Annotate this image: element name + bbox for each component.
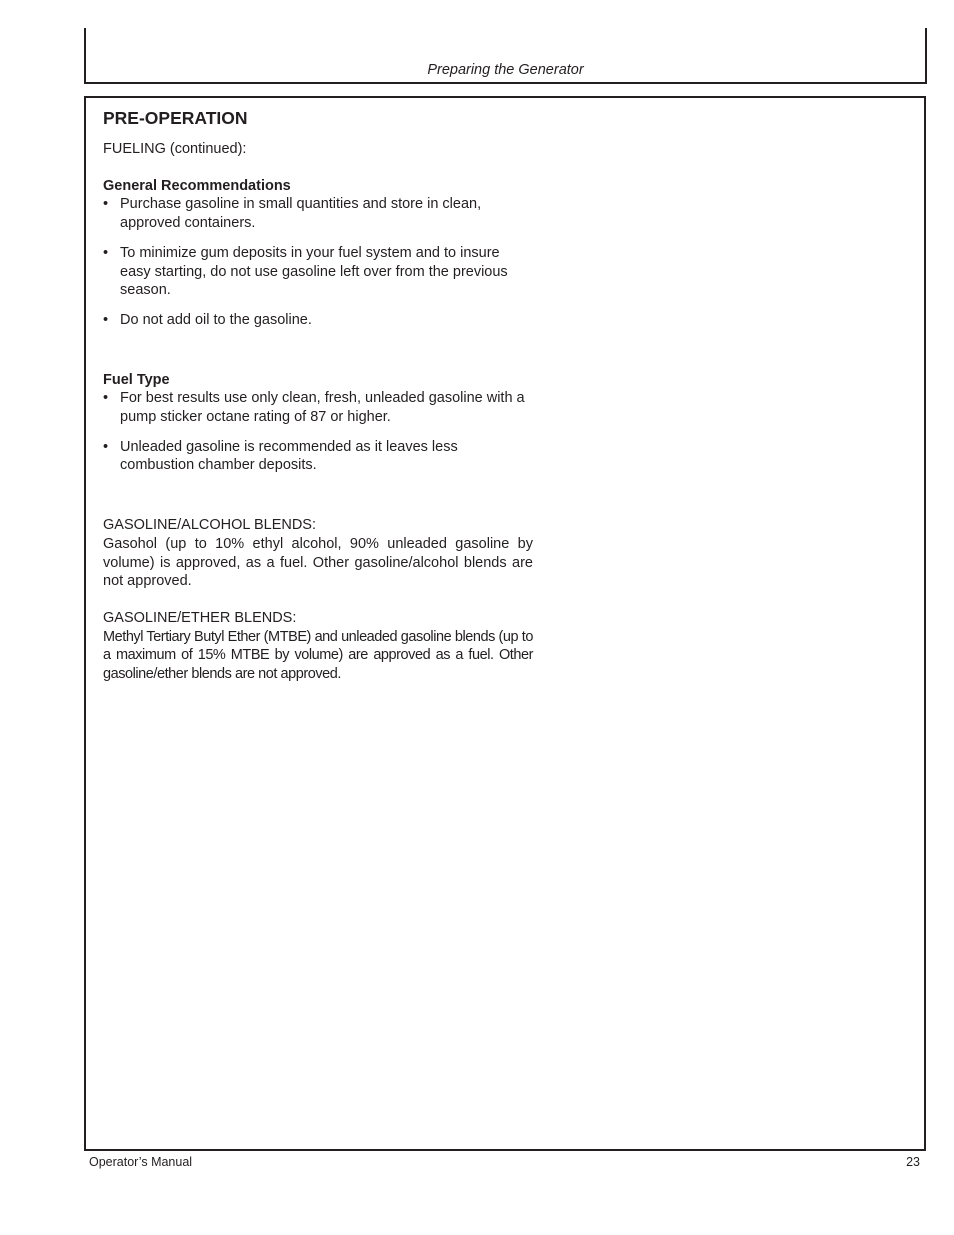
ether-blends-heading: GASOLINE/ETHER BLENDS:: [103, 609, 297, 626]
list-item: [103, 244, 533, 300]
bullet-icon: •: [103, 438, 109, 455]
alcohol-blends-body: Gasohol (up to 10% ethyl alcohol, 90% unleaded gasoline by volume) is approved, as a fuel. Other gasoline/alcohol blends are not approved.: [103, 535, 533, 590]
footer-page-number: 23: [906, 1155, 920, 1169]
alcohol-blends-heading: GASOLINE/ALCOHOL BLENDS:: [103, 517, 317, 534]
fuel-type-heading: Fuel Type: [103, 371, 170, 388]
bullet-icon: •: [103, 244, 109, 261]
chapter-title: Preparing the Generator: [427, 62, 584, 78]
list-item-text: Do not add oil to the gasoline.: [120, 311, 312, 328]
section-intro: FUELING (continued):: [103, 141, 247, 157]
ether-blends-body: Methyl Tertiary Butyl Ether (MTBE) and unleaded gasoline blends (up to a maximum of 15% MTBE by volume) are approved as a fuel. Other gasoline/ether blends are not approved.: [103, 628, 533, 683]
footer-manual-name: Operator’s Manual: [89, 1155, 193, 1169]
bullet-icon: •: [103, 196, 109, 213]
content-column: [103, 107, 533, 684]
list-item-text: Unleaded gasoline is recommended as it leaves less combustion chamber deposits.: [120, 438, 458, 474]
spacer: [103, 591, 533, 609]
list-item: [103, 311, 533, 330]
list-item: [103, 389, 533, 426]
list-item: [103, 438, 533, 475]
general-recommendations-list: [103, 195, 533, 329]
content-panel: [84, 96, 926, 1151]
section-title: PRE-OPERATION: [103, 108, 248, 128]
bullet-icon: •: [103, 390, 109, 407]
bullet-icon: •: [103, 311, 109, 328]
list-item: [103, 195, 533, 232]
list-item-text: Purchase gasoline in small quantities and store in clean, approved containers.: [120, 196, 482, 232]
page-header: [84, 28, 927, 84]
general-recommendations-heading: General Recommendations: [103, 177, 291, 194]
list-item-text: For best results use only clean, fresh, unleaded gasoline with a pump sticker octane rating of 87 or higher.: [120, 390, 525, 426]
list-item-text: To minimize gum deposits in your fuel system and to insure easy starting, do not use gasoline left over from the previous season.: [120, 244, 508, 299]
spacer: [103, 341, 533, 371]
spacer: [103, 486, 533, 516]
fuel-type-list: [103, 389, 533, 475]
